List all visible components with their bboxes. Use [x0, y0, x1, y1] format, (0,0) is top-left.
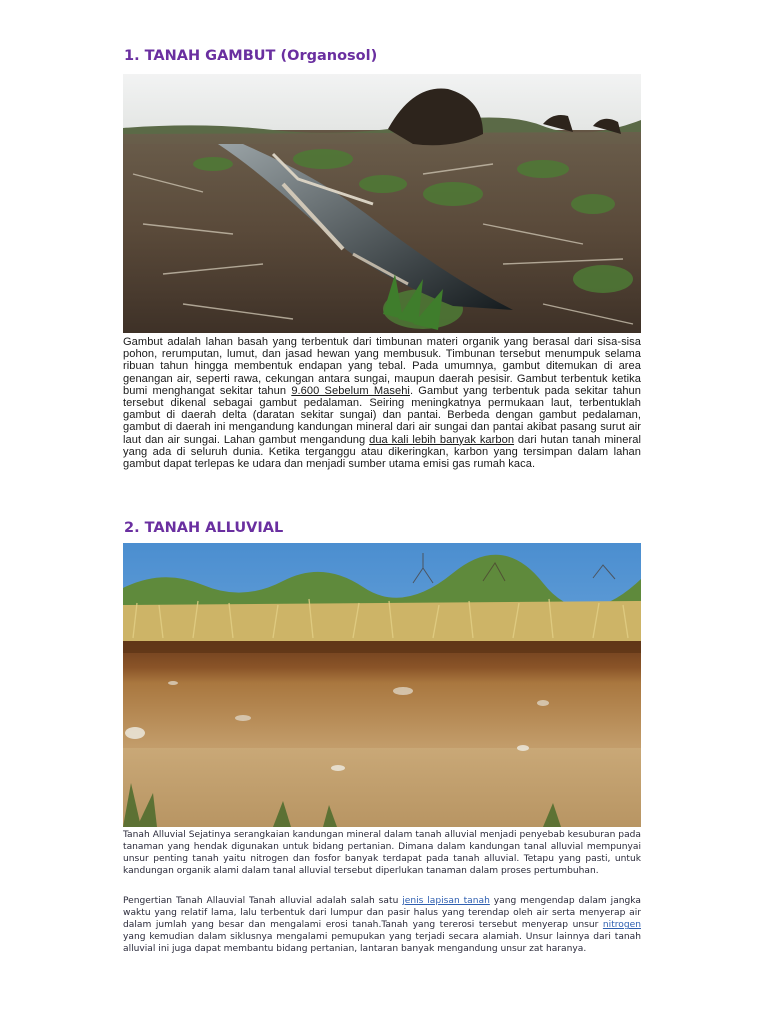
gambut-description	[123, 336, 641, 470]
alluvial-photo	[123, 543, 641, 827]
link-nitrogen[interactable]: nitrogen	[602, 920, 641, 931]
alluvial-soil-profile-photo	[123, 543, 641, 827]
peatland-photo	[123, 74, 641, 333]
alluvial-text-a: Pengertian Tanah Allauvial Tanah alluvial adalah salah satu	[123, 896, 403, 906]
link-jenis-lapisan-tanah[interactable]: jenis lapisan tanah	[402, 896, 490, 906]
alluvial-text-c: yang kemudian dalam siklusnya mengalami pemupukan yang terjadi secara alamiah. Unsur lainnya dari tanah alluvial ini juga dapat membantu bidang pertanian, lantaran banyak mengandung unsur zat haranya.	[123, 932, 641, 955]
gambut-text-a: Gambut adalah lahan basah yang terbentuk dari timbunan materi organik yang berasal dari sisa-sisa pohon, rerumputan, lumut, dan jasad hewan yang membusuk. Timbunan tersebut menumpuk selama ribuan tahun hingga membentuk endapan yang tebal. Pada umumnya, gambut ditemukan di area genangan air, seperti rawa, cekungan antara sungai, maupun daerah pesisir. Gambut terbentuk ketika bumi menghangat sekitar tahun	[123, 336, 641, 397]
gambut-text-c: dari hutan tanah mineral yang ada di seluruh dunia. Ketika terganggu atau dikeringkan, karbon yang tersimpan dalam lahan gambut dapat terlepas ke udara dan menjadi sumber utama emisi gas rumah kaca.	[123, 433, 641, 471]
gambut-link-dua-kali-karbon[interactable]: dua kali lebih banyak karbon	[369, 433, 515, 446]
section-heading-gambut: 1. TANAH GAMBUT (Organosol)	[124, 48, 378, 64]
gambut-link-9600-sm[interactable]: 9.600 Sebelum Masehi	[291, 384, 410, 397]
alluvial-paragraph-2	[123, 895, 641, 955]
alluvial-paragraph-1: Tanah Alluvial Sejatinya serangkaian kandungan mineral dalam tanah alluvial menjadi penyebab kesuburan pada tanaman yang hendak digunakan untuk bidang pertanian. Dimana dalam kandungan tanal alluvial mempunyai unsur penting tanah yaitu nitrogen dan fosfor banyak terdapat pada tanah alluvial. Tetapu yang pasti, untuk kandungan organik alami dalam tanal alluvial tersebut diperlukan tanaman dalam proses pertumbuhan.	[123, 830, 641, 877]
gambut-text-b: . Gambut yang terbentuk pada sekitar tahun tersebut dikenal sebagai gambut pedalaman. Seiring meningkatnya permukaan laut, terbentuklah gambut di daerah delta (daratan sekitar sungai) dan pantai. Berbeda dengan gambut pedalaman, gambut di daerah ini mengandung kandungan mineral dari air sungai dan pantai akibat pasang surut air laut dan air sungai. Lahan gambut mengandung	[123, 384, 641, 446]
peatland-drainage-canal-photo	[123, 74, 641, 333]
section-heading-alluvial: 2. TANAH ALLUVIAL	[124, 520, 284, 536]
alluvial-text-b: yang mengendap dalam jangka waktu yang relatif lama, lalu terbentuk dari lumpur dan pasir halus yang terendap oleh air serta menyerap air dalam jumlah yang besar dan mengalami erosi tanah.Tanah yang tererosi tersebut menyerap unsur	[123, 896, 641, 931]
